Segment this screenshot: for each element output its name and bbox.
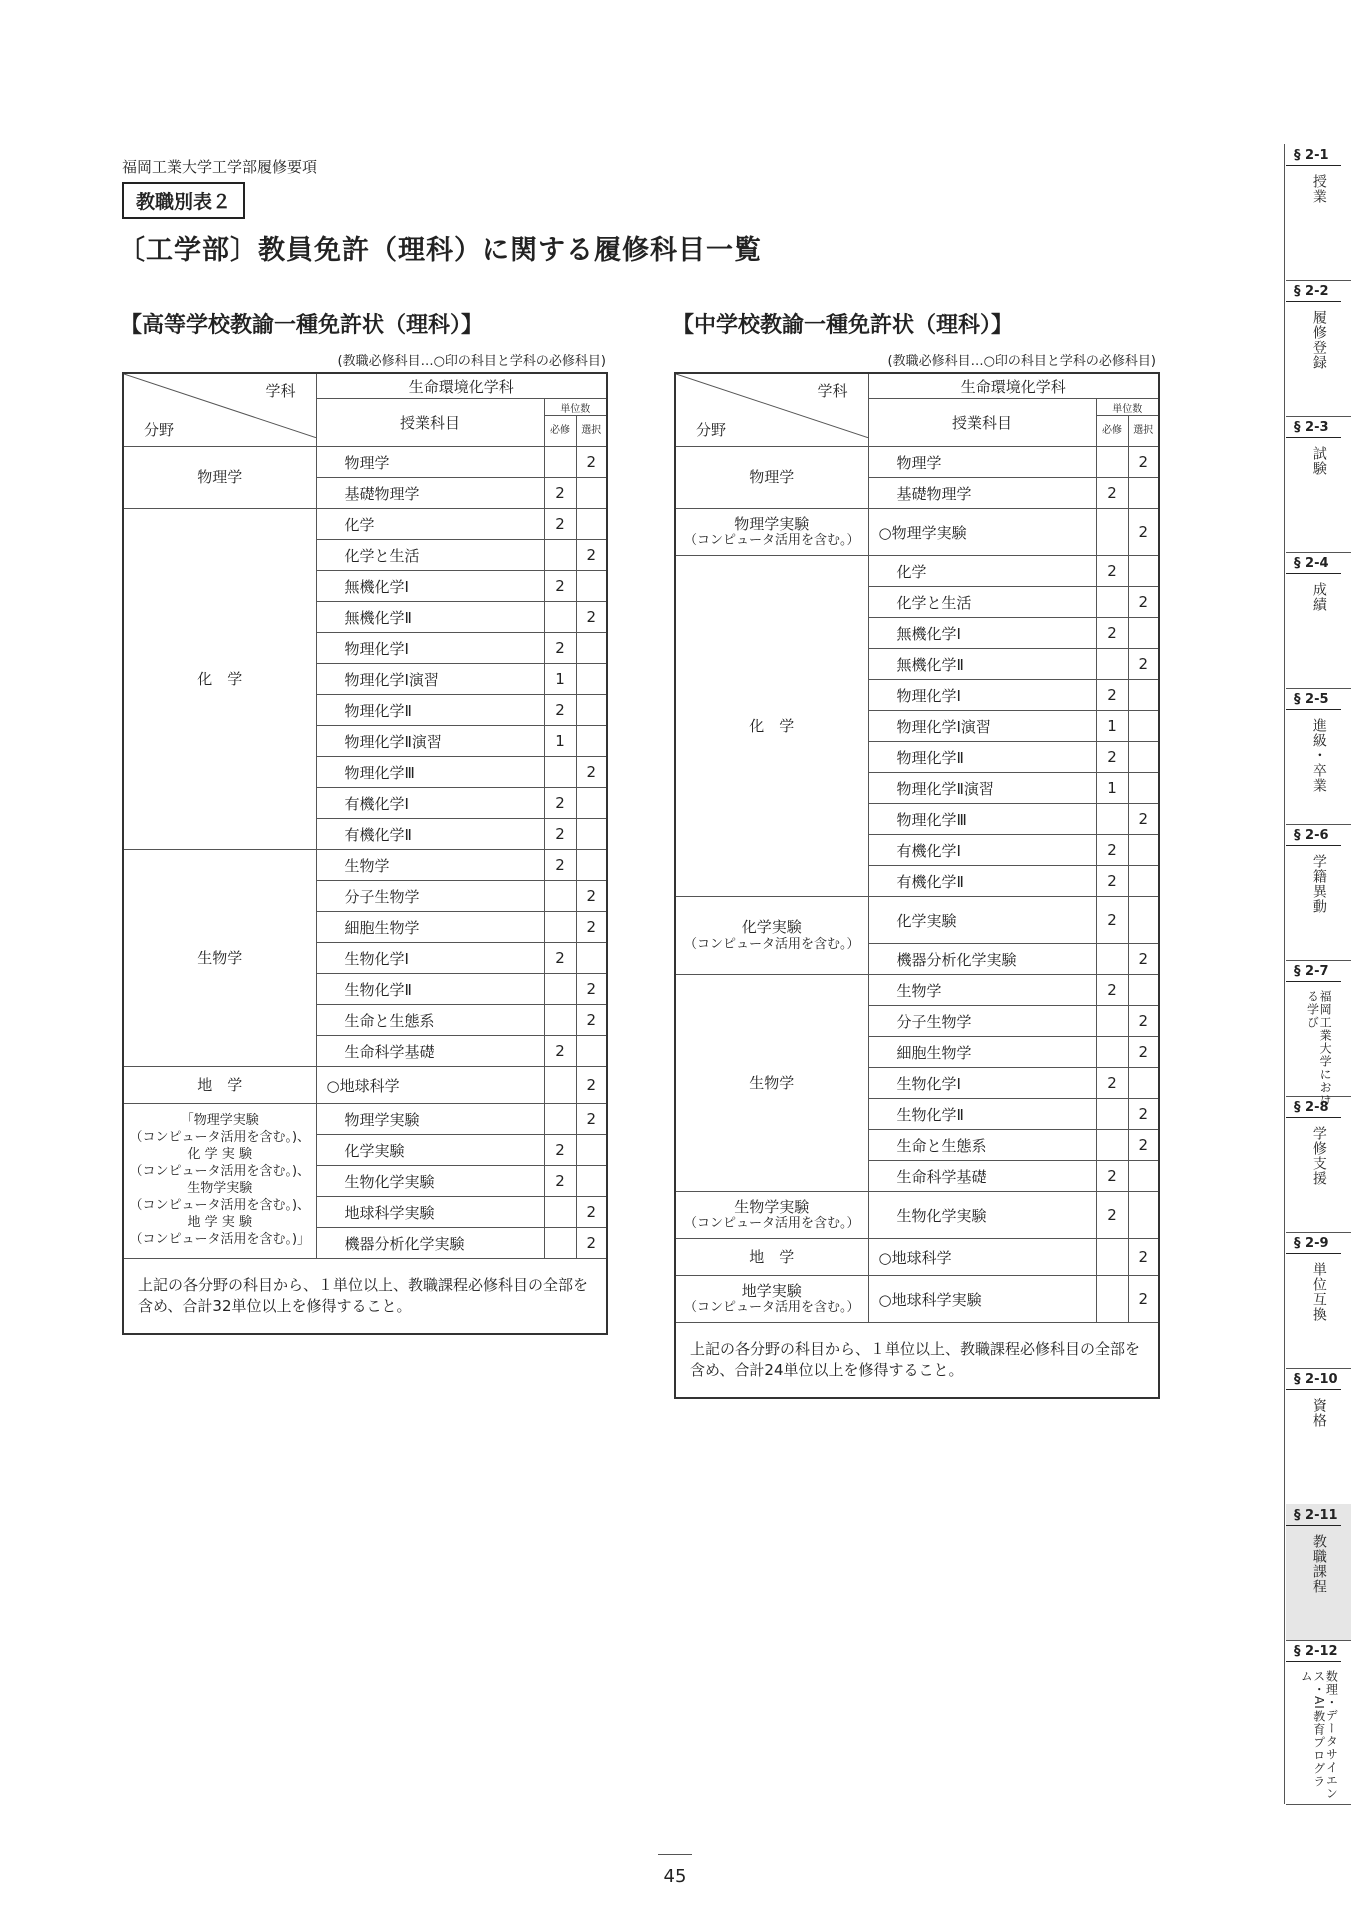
header-required: 必修 [1096, 416, 1128, 447]
course-name: 機器分析化学実験 [316, 1228, 544, 1259]
header-department: 生命環境化学科 [316, 373, 607, 399]
required-units [544, 1067, 576, 1104]
sidebar-tab[interactable] [1286, 1368, 1351, 1505]
header-bunya-label: 分野 [144, 421, 175, 439]
course-name: 物理学 [316, 447, 544, 478]
sidebar-tab-label: 成績 [1310, 582, 1327, 612]
course-name: ○地球科学 [868, 1239, 1096, 1276]
course-name: 化学と生活 [316, 540, 544, 571]
sidebar-tab-code: § 2-11 [1286, 1504, 1341, 1526]
required-units: 2 [544, 571, 576, 602]
elective-units: 2 [576, 757, 607, 788]
elective-units [1128, 866, 1159, 897]
course-name: 機器分析化学実験 [868, 944, 1096, 975]
field-name: 化学実験 [741, 918, 802, 936]
field-cell [675, 1276, 868, 1323]
field-name: 生物学実験 [734, 1197, 810, 1216]
sidebar-tab-label: 学修支援 [1310, 1126, 1327, 1186]
required-units: 2 [1096, 835, 1128, 866]
course-name: 化学実験 [316, 1135, 544, 1166]
elective-units: 2 [576, 1005, 607, 1036]
required-units [544, 602, 576, 633]
elective-units [576, 633, 607, 664]
elective-units [576, 478, 607, 509]
table-footnote: 上記の各分野の科目から、１単位以上、教職課程必修科目の全部を含め、合計32単位以上を修得すること。 [123, 1259, 607, 1335]
header-units: 単位数 [544, 399, 607, 416]
required-units [1096, 1099, 1128, 1130]
elective-units [576, 726, 607, 757]
field-name: 生物学 [749, 1073, 795, 1092]
elective-units: 2 [1128, 587, 1159, 618]
course-name: 物理化学Ⅱ [316, 695, 544, 726]
sidebar-tab[interactable] [1286, 552, 1351, 689]
elective-units [576, 695, 607, 726]
left-course-table [122, 372, 608, 1335]
required-units [1096, 1006, 1128, 1037]
course-name: 有機化学Ⅰ [868, 835, 1096, 866]
field-line: 地 学 実 験 [187, 1214, 252, 1230]
header-subject: 授業科目 [316, 399, 544, 447]
course-name: 無機化学Ⅰ [868, 618, 1096, 649]
sidebar-tab-code: § 2-2 [1286, 280, 1341, 302]
field-name: 物理学実験 [734, 514, 810, 533]
required-units [1096, 587, 1128, 618]
required-units: 2 [1096, 975, 1128, 1006]
sidebar-tab-label: 授業 [1310, 174, 1327, 204]
field-line: （コンピュータ活用を含む。)、 [129, 1130, 311, 1146]
course-name: 生物化学Ⅱ [868, 1099, 1096, 1130]
required-units [1096, 944, 1128, 975]
sidebar-tab-label: 単位互換 [1310, 1262, 1327, 1322]
course-name: 生命と生態系 [316, 1005, 544, 1036]
required-units [544, 881, 576, 912]
table-row [123, 850, 607, 881]
elective-units [576, 788, 607, 819]
required-units [1096, 1239, 1128, 1276]
required-units: 2 [1096, 680, 1128, 711]
elective-units [1128, 742, 1159, 773]
header-gakka-label: 学科 [265, 382, 296, 400]
elective-units: 2 [1128, 944, 1159, 975]
field-note: （コンピュータ活用を含む。） [683, 936, 860, 952]
course-name: 分子生物学 [316, 881, 544, 912]
field-cell [123, 447, 316, 509]
sidebar-tab-label: 数理・データサイエンス・AI教育プログラム [1299, 1670, 1339, 1800]
field-name: 地学実験 [741, 1281, 802, 1300]
sidebar-tab-label: 教職課程 [1310, 1534, 1327, 1594]
sidebar-tab-code: § 2-8 [1286, 1096, 1341, 1118]
table-row [675, 1276, 1159, 1323]
header-subject: 授業科目 [868, 399, 1096, 447]
required-units: 1 [1096, 773, 1128, 804]
course-name: 物理化学Ⅰ演習 [868, 711, 1096, 742]
course-name: 生命科学基礎 [316, 1036, 544, 1067]
sidebar-tab-label: 福岡工業大学における学び [1305, 990, 1333, 1107]
required-units: 2 [1096, 1161, 1128, 1192]
course-name: 物理学実験 [316, 1104, 544, 1135]
course-name: 有機化学Ⅱ [316, 819, 544, 850]
header-bunya-label: 分野 [696, 421, 727, 439]
required-units [544, 1005, 576, 1036]
elective-units [1128, 1068, 1159, 1099]
course-name: 物理化学Ⅰ演習 [316, 664, 544, 695]
sidebar-tab[interactable] [1286, 416, 1351, 553]
header-elective: 選択 [576, 416, 607, 447]
elective-units [1128, 618, 1159, 649]
table-row [675, 1239, 1159, 1276]
required-units [1096, 649, 1128, 680]
elective-units: 2 [576, 881, 607, 912]
page-number-rule [658, 1854, 692, 1855]
elective-units [1128, 1161, 1159, 1192]
course-name: 物理化学Ⅱ [868, 742, 1096, 773]
sidebar-tab-label: 試験 [1310, 446, 1327, 476]
elective-units: 2 [1128, 1099, 1159, 1130]
elective-units [1128, 680, 1159, 711]
required-units: 2 [1096, 897, 1128, 944]
field-name: 地 学 [197, 1075, 243, 1094]
elective-units: 2 [576, 974, 607, 1005]
elective-units: 2 [576, 1067, 607, 1104]
table-row [123, 1104, 607, 1135]
course-name: 物理化学Ⅰ [868, 680, 1096, 711]
course-name: 化学 [868, 556, 1096, 587]
sidebar-tab[interactable] [1286, 144, 1351, 281]
course-name: 生物化学実験 [316, 1166, 544, 1197]
header-gakka-label: 学科 [817, 382, 848, 400]
required-units: 1 [544, 726, 576, 757]
elective-units [576, 509, 607, 540]
header-units: 単位数 [1096, 399, 1159, 416]
required-units: 2 [544, 1036, 576, 1067]
field-cell [675, 509, 868, 556]
table-row [675, 1192, 1159, 1239]
course-name: 生物化学実験 [868, 1192, 1096, 1239]
required-units [544, 447, 576, 478]
handbook-title: 福岡工業大学工学部履修要項 [122, 158, 318, 176]
elective-units [576, 664, 607, 695]
field-note: （コンピュータ活用を含む。） [683, 1216, 860, 1232]
table-row [675, 447, 1159, 478]
elective-units [1128, 773, 1159, 804]
required-units: 2 [1096, 742, 1128, 773]
elective-units: 2 [576, 1228, 607, 1259]
field-cell [675, 1192, 868, 1239]
required-units: 2 [544, 788, 576, 819]
table-row [675, 509, 1159, 556]
sidebar-tab-code: § 2-1 [1286, 144, 1341, 166]
elective-units: 2 [576, 540, 607, 571]
required-units [544, 1228, 576, 1259]
elective-units [1128, 975, 1159, 1006]
course-name: 物理化学Ⅲ [316, 757, 544, 788]
elective-units [576, 943, 607, 974]
elective-units [1128, 897, 1159, 944]
sidebar-tab-label: 進級・卒業 [1310, 718, 1327, 793]
course-name: 生物化学Ⅱ [316, 974, 544, 1005]
field-name: 物理学 [197, 468, 243, 487]
field-line: （コンピュータ活用を含む。)、 [129, 1164, 311, 1180]
right-note: (教職必修科目…○印の科目と学科の必修科目) [887, 354, 1156, 369]
course-name: ○地球科学実験 [868, 1276, 1096, 1323]
course-name: 生物化学Ⅰ [868, 1068, 1096, 1099]
elective-units [576, 1135, 607, 1166]
course-name: 生物学 [316, 850, 544, 881]
course-name: 生物学 [868, 975, 1096, 1006]
sidebar-tab-label: 履修登録 [1310, 310, 1327, 370]
sidebar-tab-code: § 2-9 [1286, 1232, 1341, 1254]
field-multiline [126, 1113, 314, 1248]
elective-units [576, 571, 607, 602]
course-name: 生命と生態系 [868, 1130, 1096, 1161]
header-diagonal-cell [675, 373, 868, 447]
header-required: 必修 [544, 416, 576, 447]
sidebar-tab[interactable] [1286, 280, 1351, 417]
elective-units: 2 [1128, 804, 1159, 835]
required-units [544, 912, 576, 943]
required-units: 2 [544, 1135, 576, 1166]
required-units: 1 [544, 664, 576, 695]
required-units: 2 [1096, 1192, 1128, 1239]
elective-units [576, 850, 607, 881]
course-name: 無機化学Ⅰ [316, 571, 544, 602]
field-cell [123, 1104, 316, 1259]
sidebar-tab-code: § 2-12 [1286, 1640, 1341, 1662]
table-badge: 教職別表２ [122, 182, 245, 219]
field-note: （コンピュータ活用を含む。） [683, 1300, 860, 1316]
field-name: 物理学 [749, 468, 795, 487]
required-units [544, 1104, 576, 1135]
elective-units [576, 819, 607, 850]
table-row [675, 556, 1159, 587]
sidebar-tab-code: § 2-4 [1286, 552, 1341, 574]
elective-units: 2 [576, 602, 607, 633]
sidebar-tab-code: § 2-5 [1286, 688, 1341, 710]
field-cell [675, 897, 868, 975]
header-elective: 選択 [1128, 416, 1159, 447]
field-name: 生物学 [197, 948, 243, 967]
field-cell [675, 447, 868, 509]
sidebar-tab[interactable] [1286, 1232, 1351, 1369]
right-section-title: 【中学校教諭一種免許状（理科）】 [672, 313, 1014, 338]
course-name: 有機化学Ⅱ [868, 866, 1096, 897]
elective-units: 2 [576, 447, 607, 478]
field-line: （コンピュータ活用を含む。)」 [129, 1231, 311, 1247]
header-diagonal-cell [123, 373, 316, 447]
elective-units: 2 [1128, 447, 1159, 478]
elective-units [1128, 556, 1159, 587]
right-course-table [674, 372, 1160, 1399]
elective-units: 2 [576, 912, 607, 943]
course-name: 物理化学Ⅰ [316, 633, 544, 664]
table-row [123, 447, 607, 478]
table-row [123, 509, 607, 540]
left-section-title: 【高等学校教諭一種免許状（理科）】 [120, 313, 484, 338]
required-units: 2 [1096, 556, 1128, 587]
required-units: 2 [544, 478, 576, 509]
course-name: 物理学 [868, 447, 1096, 478]
sidebar-tab[interactable] [1286, 1504, 1351, 1641]
course-name: 有機化学Ⅰ [316, 788, 544, 819]
required-units: 2 [544, 850, 576, 881]
course-name: 基礎物理学 [316, 478, 544, 509]
field-cell [675, 975, 868, 1192]
sidebar-tab-code: § 2-6 [1286, 824, 1341, 846]
required-units [544, 540, 576, 571]
required-units: 2 [544, 633, 576, 664]
required-units [1096, 1130, 1128, 1161]
elective-units [1128, 711, 1159, 742]
course-name: 無機化学Ⅱ [316, 602, 544, 633]
elective-units: 2 [1128, 1239, 1159, 1276]
course-name: 生命科学基礎 [868, 1161, 1096, 1192]
course-name: ○物理学実験 [868, 509, 1096, 556]
elective-units: 2 [1128, 1130, 1159, 1161]
course-name: ○地球科学 [316, 1067, 544, 1104]
course-name: 生物化学Ⅰ [316, 943, 544, 974]
field-line: 生物学実験 [187, 1181, 253, 1196]
sidebar-tab-label: 資格 [1310, 1398, 1327, 1428]
elective-units: 2 [1128, 1037, 1159, 1068]
required-units [1096, 447, 1128, 478]
required-units [544, 1197, 576, 1228]
field-line: 「物理学実験 [180, 1113, 259, 1129]
sidebar-tab[interactable] [1286, 824, 1351, 961]
elective-units [1128, 478, 1159, 509]
page-title: 〔工学部〕教員免許（理科）に関する履修科目一覧 [118, 235, 762, 266]
field-cell [123, 509, 316, 850]
field-note: （コンピュータ活用を含む。） [683, 533, 860, 549]
required-units [544, 757, 576, 788]
course-name: 細胞生物学 [868, 1037, 1096, 1068]
header-department: 生命環境化学科 [868, 373, 1159, 399]
required-units [1096, 509, 1128, 556]
elective-units: 2 [1128, 1006, 1159, 1037]
sidebar-tab-code: § 2-3 [1286, 416, 1341, 438]
course-name: 分子生物学 [868, 1006, 1096, 1037]
elective-units [1128, 835, 1159, 866]
left-note: (教職必修科目…○印の科目と学科の必修科目) [337, 354, 606, 369]
required-units: 2 [1096, 618, 1128, 649]
field-name: 化 学 [197, 669, 243, 688]
required-units: 2 [1096, 1068, 1128, 1099]
field-name: 化 学 [749, 716, 795, 735]
required-units: 2 [544, 509, 576, 540]
course-name: 物理化学Ⅲ [868, 804, 1096, 835]
course-name: 基礎物理学 [868, 478, 1096, 509]
course-name: 化学実験 [868, 897, 1096, 944]
required-units [544, 974, 576, 1005]
sidebar-tab-code: § 2-10 [1286, 1368, 1341, 1390]
required-units: 2 [544, 1166, 576, 1197]
field-cell [675, 556, 868, 897]
elective-units [576, 1166, 607, 1197]
sidebar-tab[interactable] [1286, 960, 1351, 1107]
table-row [675, 897, 1159, 944]
field-line: 化 学 実 験 [187, 1147, 252, 1163]
elective-units: 2 [1128, 1276, 1159, 1323]
field-cell [123, 850, 316, 1067]
required-units: 2 [544, 695, 576, 726]
course-name: 細胞生物学 [316, 912, 544, 943]
table-row [123, 1067, 607, 1104]
course-name: 化学 [316, 509, 544, 540]
course-name: 物理化学Ⅱ演習 [868, 773, 1096, 804]
elective-units: 2 [1128, 649, 1159, 680]
page-number: 45 [663, 1866, 687, 1887]
sidebar-tab[interactable] [1286, 688, 1351, 825]
field-cell [123, 1067, 316, 1104]
elective-units [576, 1036, 607, 1067]
required-units [1096, 1276, 1128, 1323]
course-name: 無機化学Ⅱ [868, 649, 1096, 680]
required-units [1096, 1037, 1128, 1068]
table-row [675, 975, 1159, 1006]
required-units: 2 [544, 943, 576, 974]
course-name: 地球科学実験 [316, 1197, 544, 1228]
field-line: （コンピュータ活用を含む。)、 [129, 1197, 311, 1213]
sidebar-tab[interactable] [1286, 1096, 1351, 1233]
field-name: 地 学 [749, 1247, 795, 1266]
sidebar-tab-code: § 2-7 [1286, 960, 1341, 982]
elective-units: 2 [576, 1104, 607, 1135]
sidebar-tab[interactable] [1286, 1640, 1351, 1805]
course-name: 物理化学Ⅱ演習 [316, 726, 544, 757]
sidebar-tab-label: 学籍異動 [1310, 854, 1327, 914]
course-name: 化学と生活 [868, 587, 1096, 618]
required-units [1096, 804, 1128, 835]
elective-units: 2 [1128, 509, 1159, 556]
table-footnote: 上記の各分野の科目から、１単位以上、教職課程必修科目の全部を含め、合計24単位以上を修得すること。 [675, 1323, 1159, 1399]
elective-units: 2 [576, 1197, 607, 1228]
required-units: 1 [1096, 711, 1128, 742]
required-units: 2 [544, 819, 576, 850]
elective-units [1128, 1192, 1159, 1239]
required-units: 2 [1096, 866, 1128, 897]
field-cell [675, 1239, 868, 1276]
required-units: 2 [1096, 478, 1128, 509]
